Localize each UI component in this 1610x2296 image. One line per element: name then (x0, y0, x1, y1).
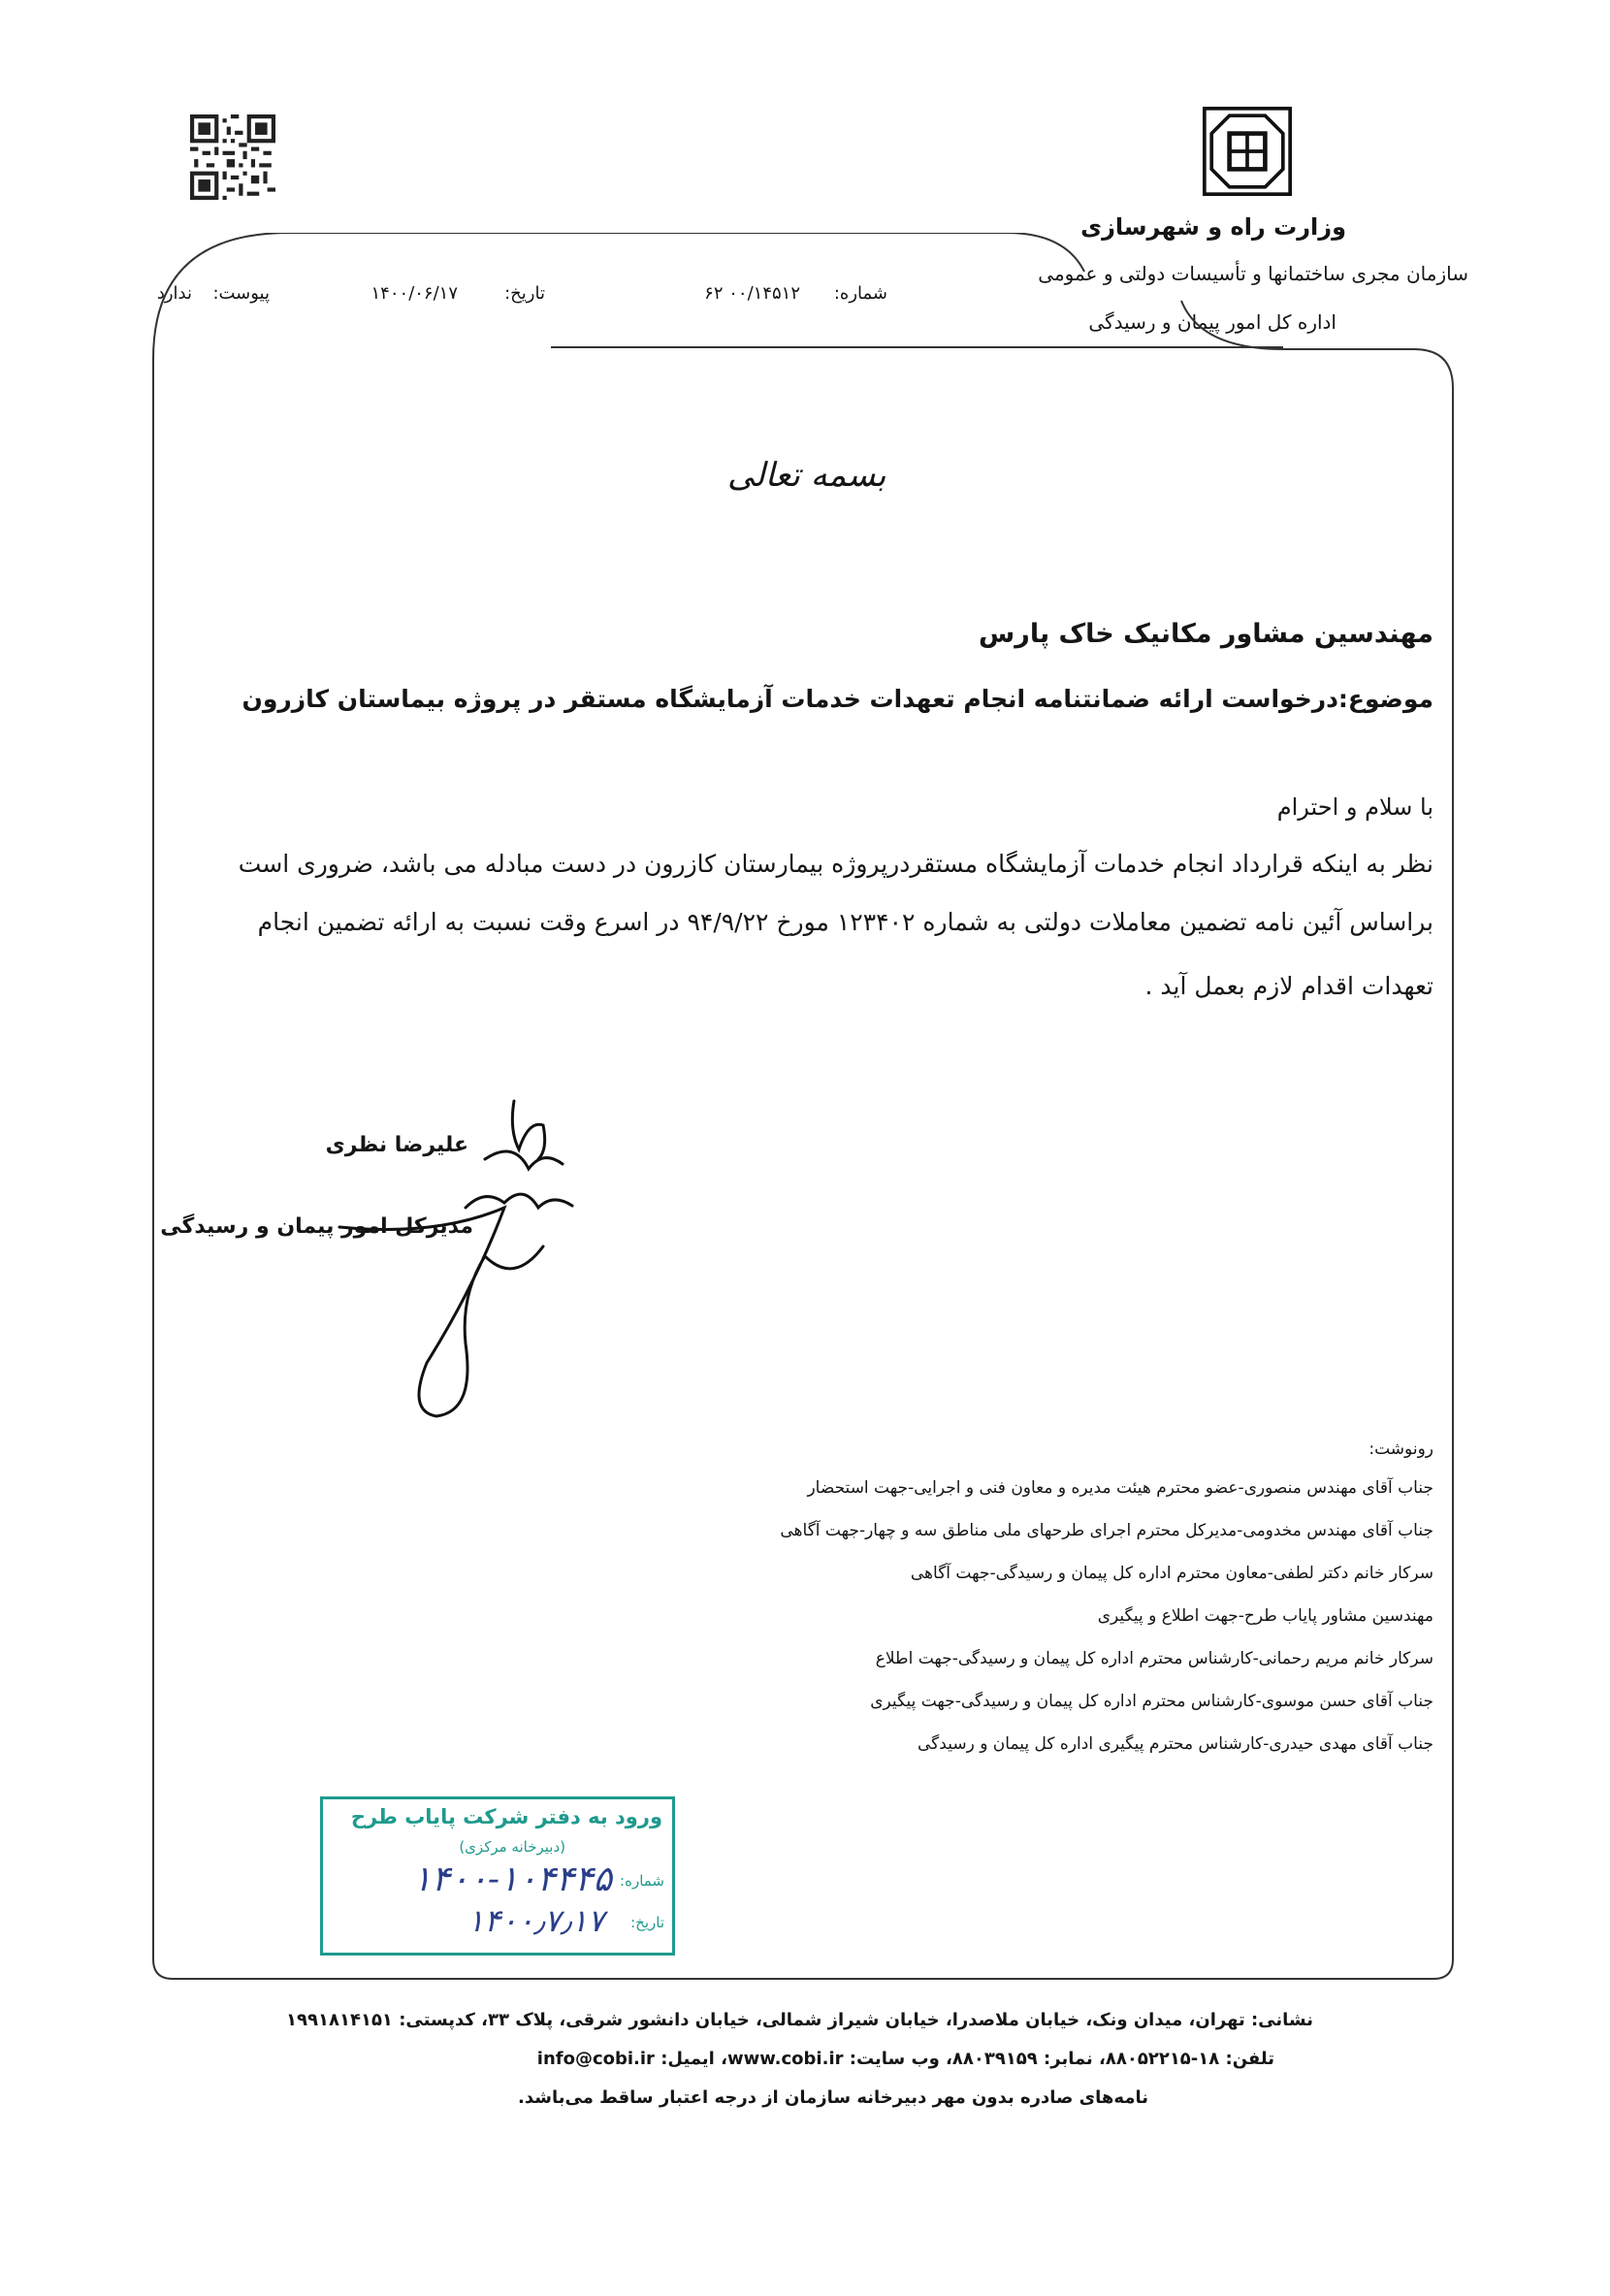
ministry-logo-icon (1203, 107, 1292, 196)
cc-item: جناب آقای مهندس منصوری-عضو محترم هیئت مدیره و معاون فنی و اجرایی-جهت استحضار (807, 1478, 1433, 1498)
number-label: شماره: (833, 283, 887, 304)
invocation: بسمه تعالی (727, 456, 886, 495)
stamp-date-label: تاریخ: (630, 1914, 664, 1931)
cc-item: جناب آقای مهدی حیدری-کارشناس محترم پیگیری اداره کل پیمان و رسیدگی (918, 1734, 1433, 1754)
greeting: با سلام و احترام (1276, 793, 1433, 821)
attachment-label: پیوست: (212, 283, 270, 304)
cc-heading: رونوشت: (1368, 1439, 1433, 1459)
cc-item: مهندسین مشاور پایاب طرح-جهت اطلاع و پیگیری (1097, 1606, 1433, 1626)
stamp-number: ۱۴۰۰-۱۰۴۴۴۵ (412, 1859, 612, 1899)
letter-number: ۰۰/۱۴۵۱۲ ۶۲ (704, 283, 800, 304)
stamp-subtitle: (دبیرخانه مرکزی) (459, 1838, 565, 1856)
stamp-title: ورود به دفتر شرکت پایاب طرح (350, 1805, 662, 1828)
footer-contact: تلفن: ۱۸-۸۸۰۵۲۲۱۵، نمابر: ۸۸۰۳۹۱۵۹، وب سایت: www.cobi.ir، ایمیل: info@cobi.ir (536, 2049, 1274, 2069)
subject-line: موضوع:درخواست ارائه ضمانتنامه انجام تعهدات خدمات آزمایشگاه مستقر در پروژه بیماستان کازرون (242, 685, 1433, 713)
stamp-number-label: شماره: (620, 1872, 664, 1890)
qr-code-icon (190, 114, 275, 200)
cc-item: جناب آقای حسن موسوی-کارشناس محترم اداره کل پیمان و رسیدگی-جهت پیگیری (870, 1692, 1433, 1711)
stamp-date: ۱۴۰۰٫۷٫۱۷ (467, 1902, 604, 1939)
footer-address: نشانی: تهران، میدان ونک، خیابان ملاصدرا، خیابان شیراز شمالی، خیابان دانشور شرقی، پلاک ۳۳، کدپستی: ۱۹۹۱۸۱۴۱۵۱ (286, 2010, 1313, 2030)
letter-date: ۱۴۰۰/۰۶/۱۷ (370, 283, 458, 304)
cc-item: سرکار خانم دکتر لطفی-معاون محترم اداره کل پیمان و رسیدگی-جهت آگاهی (910, 1564, 1433, 1583)
footer-notice: نامه‌های صادره بدون مهر دبیرخانه سازمان از درجه اعتبار ساقط می‌باشد. (518, 2087, 1148, 2108)
organization-name: سازمان مجری ساختمانها و تأسیسات دولتی و عمومی (1038, 262, 1468, 285)
body-line: نظر به اینکه قرارداد انجام خدمات آزمایشگاه مستقردرپروژه بیمارستان کازرون در دست مبادله می باشد، ضروری است (238, 850, 1433, 878)
department-name: اداره کل امور پیمان و رسیدگی (1088, 310, 1336, 334)
registry-stamp (320, 1796, 675, 1956)
cc-item: جناب آقای مهندس مخدومی-مدیرکل محترم اجرای طرحهای ملی مناطق سه و چهار-جهت آگاهی (780, 1521, 1433, 1540)
body-line: براساس آئین نامه تضمین معاملات دولتی به شماره ۱۲۳۴۰۲ مورخ ۹۴/۹/۲۲ در اسرع وقت نسبت به ارائه تضمین انجام (257, 908, 1433, 936)
ministry-name: وزارت راه و شهرسازی (1080, 213, 1346, 241)
date-label: تاریخ: (504, 283, 545, 304)
signatory-name: علیرضا نظری (325, 1133, 468, 1157)
cc-item: سرکار خانم مریم رحمانی-کارشناس محترم اداره کل پیمان و رسیدگی-جهت اطلاع (875, 1649, 1433, 1668)
attachment-value: ندارد (156, 283, 192, 304)
addressee: مهندسین مشاور مکانیک خاک پارس (979, 619, 1433, 649)
body-line: تعهدات اقدام لازم بعمل آید . (1144, 972, 1433, 1000)
signatory-title: مدیرکل امور پیمان و رسیدگی (160, 1214, 473, 1239)
